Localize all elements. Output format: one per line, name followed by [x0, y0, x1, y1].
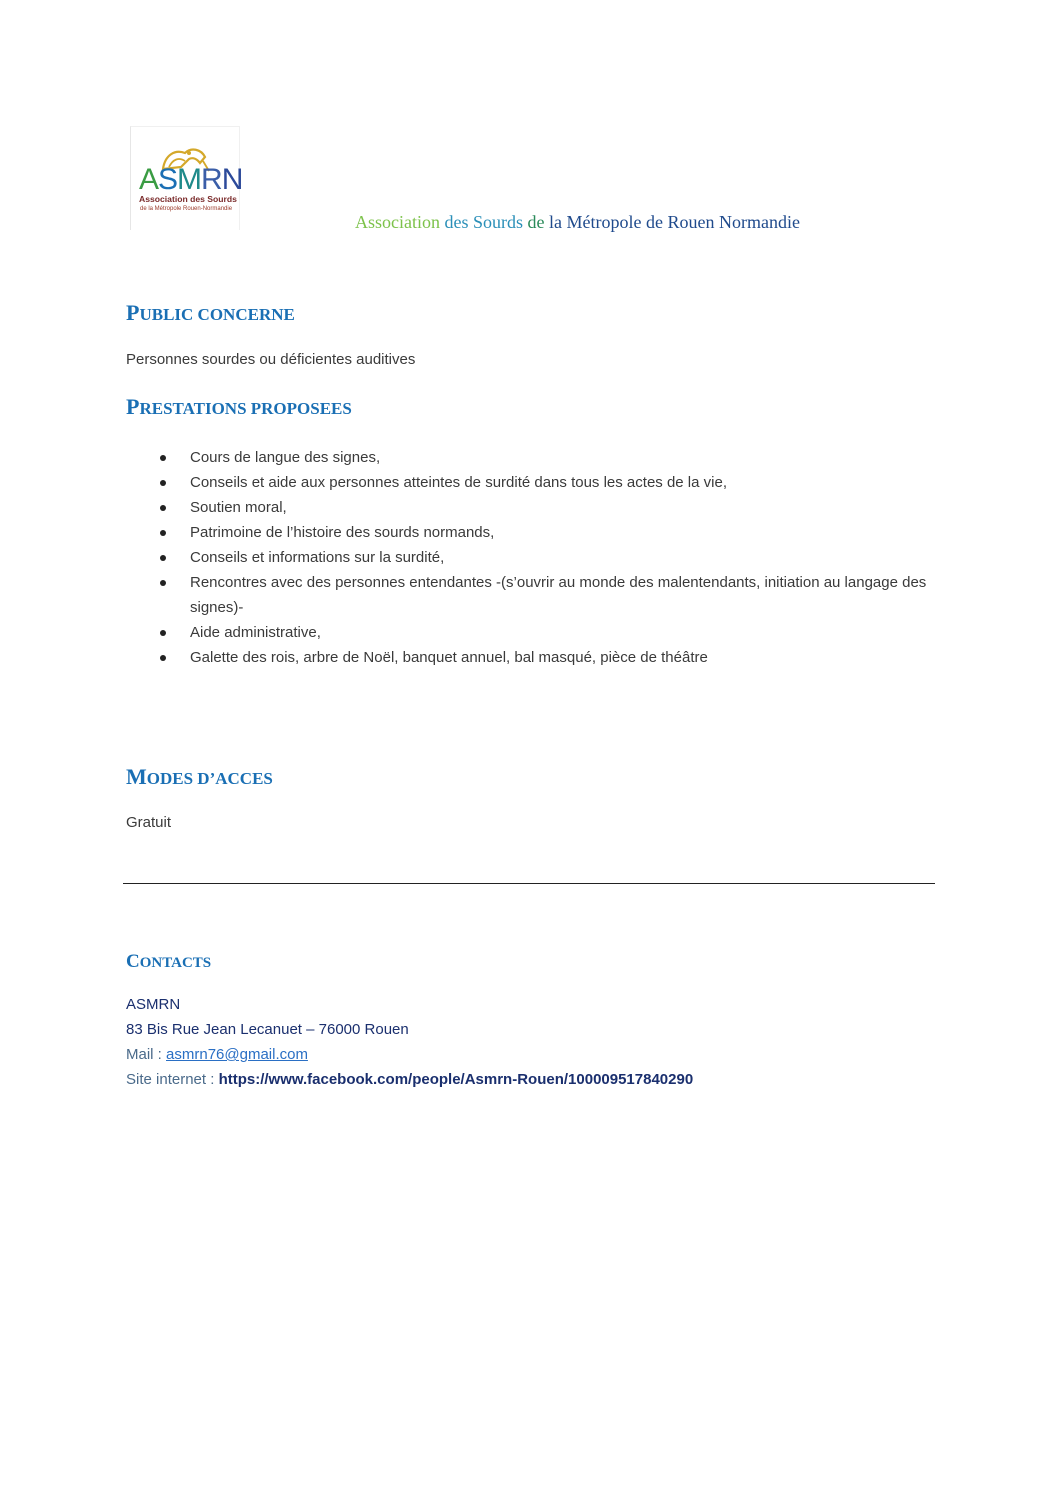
section-divider: [123, 883, 935, 884]
list-item: Cours de langue des signes,: [158, 445, 938, 470]
bullet-icon: [160, 505, 166, 511]
bullet-icon: [160, 455, 166, 461]
prestations-list: [158, 445, 938, 670]
list-item: Aide administrative,: [158, 620, 938, 645]
list-item: Patrimoine de l’histoire des sourds normands,: [158, 520, 938, 545]
list-item: Galette des rois, arbre de Noël, banquet annuel, bal masqué, pièce de théâtre: [158, 645, 938, 670]
bullet-icon: [160, 480, 166, 486]
organization-title: Association des Sourds de la Métropole de Rouen Normandie: [355, 212, 800, 232]
modes-text: Gratuit: [126, 814, 172, 831]
bullet-icon: [160, 530, 166, 536]
asmrn-logo: [130, 126, 243, 230]
logo-subtitle-2: de la Métropole Rouen-Normandie: [140, 206, 233, 212]
mail-link[interactable]: asmrn76@gmail.com: [166, 1046, 308, 1063]
contact-mail-row: [126, 1047, 308, 1062]
contact-address: 83 Bis Rue Jean Lecanuet – 76000 Rouen: [126, 1021, 409, 1038]
public-heading: PUBLIC CONCERNE: [126, 300, 295, 325]
logo-wordmark: ASMRN: [139, 163, 243, 196]
bullet-icon: [160, 555, 166, 561]
bullet-icon: [160, 580, 166, 586]
site-link[interactable]: https://www.facebook.com/people/Asmrn-Rouen/100009517840290: [218, 1071, 694, 1088]
mail-label: Mail :: [126, 1046, 167, 1063]
bullet-icon: [160, 630, 166, 636]
public-text: Personnes sourdes ou déficientes auditives: [126, 351, 416, 368]
list-item: Conseils et aide aux personnes atteintes de surdité dans tous les actes de la vie,: [158, 470, 938, 495]
site-label: Site internet :: [126, 1071, 219, 1088]
list-item: Conseils et informations sur la surdité,: [158, 545, 938, 570]
contact-site-row: [126, 1072, 693, 1087]
contact-org: ASMRN: [126, 996, 181, 1013]
list-item: Rencontres avec des personnes entendantes -(s’ouvrir au monde des malentendants, initiation au langage des signes)-: [158, 570, 938, 620]
list-item: Soutien moral,: [158, 495, 938, 520]
contacts-heading: CONTACTS: [126, 951, 212, 972]
modes-heading: MODES D’ACCES: [126, 764, 273, 789]
logo-subtitle: Association des Sourds: [139, 194, 237, 204]
bullet-icon: [160, 655, 166, 661]
prestations-heading: PRESTATIONS PROPOSEES: [126, 394, 352, 419]
